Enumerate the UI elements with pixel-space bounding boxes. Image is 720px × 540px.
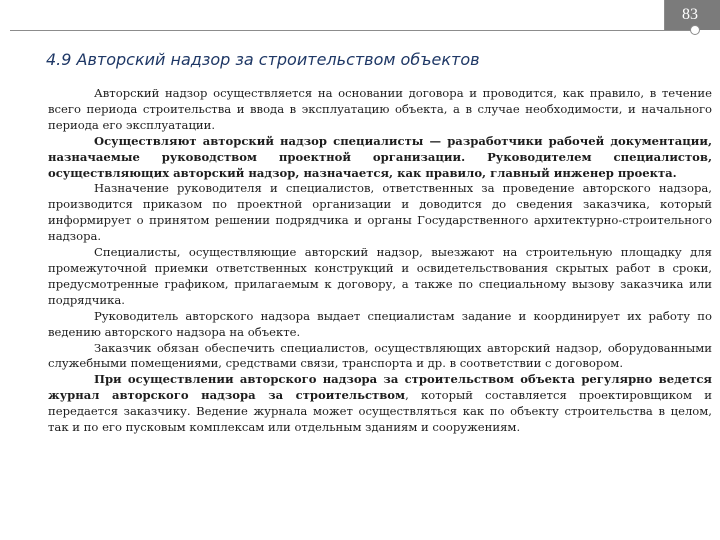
journal-bold-lead: При осуществлении авторского надзора за строительством объекта регулярно ведется журнал авторского надзора за строительством	[48, 372, 712, 403]
paragraph-site-visits: Специалисты, осуществляющие авторский надзор, выезжают на строительную площадку для промежуточной приемки ответственных конструкций и освидетельствования скрытых работ в сроки, предусмотренные графиком, прилагаемым к договору, а также по специальному вызову заказчика или подрядчика.	[48, 245, 712, 307]
header-rule-marker	[690, 25, 700, 35]
paragraph-basis: Авторский надзор осуществляется на основании договора и проводится, как правило, в течение всего периода строительства и ввода в эксплуатацию объекта, а в случае необходимости, и начального периода его эксплуатации.	[48, 86, 712, 132]
paragraph-customer-duty: Заказчик обязан обеспечить специалистов, осуществляющих авторский надзор, оборудованными служебными помещениями, средствами связи, транспорта и др. в соответствии с договором.	[48, 340, 712, 371]
header-horizontal-rule	[10, 30, 696, 31]
slide-body	[48, 86, 712, 436]
journal-rest-text: , который составляется проектировщиком и передается заказчику. Ведение журнала может осуществляться как по объекту строительства в целом, так и по его пусковым комплексам или отдельным зданиям и сооружениям.	[48, 388, 712, 435]
paragraph-specialists-bold: Осуществляют авторский надзор специалисты — разработчики рабочей документации, назначаемые руководством проектной организации. Руководителем специалистов, осуществляющих авторский надзор, назначается, как правило, главный инженер проекта.	[48, 133, 712, 180]
slide-title: 4.9 Авторский надзор за строительством объектов	[46, 50, 480, 69]
page-number: 83	[682, 6, 698, 23]
paragraph-head-tasks: Руководитель авторского надзора выдает специалистам задание и координирует их работу по ведению авторского надзора на объекте.	[48, 308, 712, 339]
paragraph-appointment: Назначение руководителя и специалистов, ответственных за проведение авторского надзора, производится приказом по проектной организации и доводится до сведения заказчика, который информирует о принятом решении подрядчика и органы Государственного архитектурно-строительного надзора.	[48, 181, 712, 244]
header-vertical-rule	[664, 0, 665, 30]
paragraph-journal	[48, 372, 712, 436]
